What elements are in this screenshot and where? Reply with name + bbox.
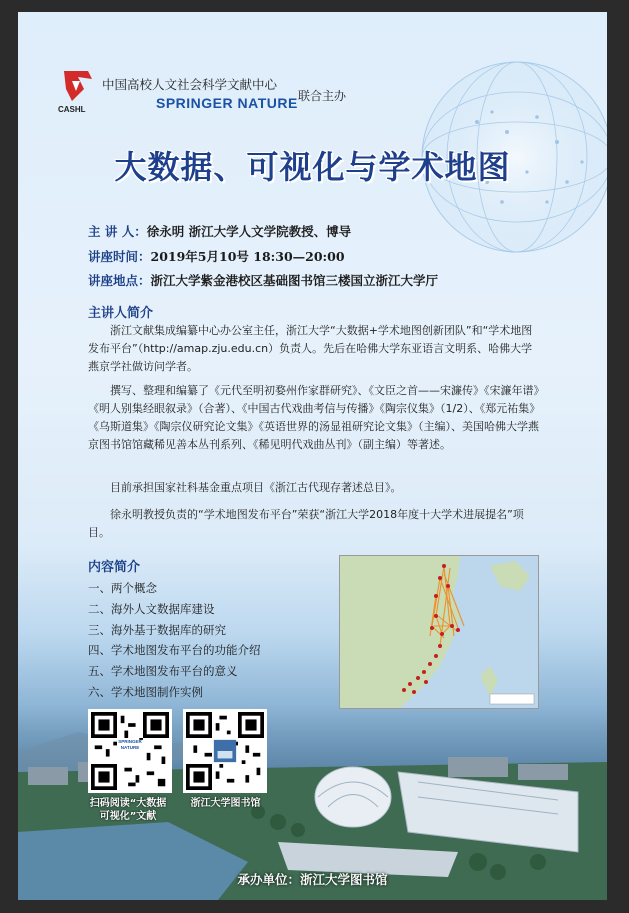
venue-value: 浙江大学紫金港校区基础图书馆三楼国立浙江大学厅 (150, 273, 439, 288)
qr-caption-springer (78, 797, 178, 823)
host-unit: 承办单位：浙江大学图书馆 (237, 872, 388, 887)
speaker-intro-paragraph: 徐永明教授负责的“学术地图发布平台”荣获“浙江大学2018年度十大学术进展提名”项目。 (88, 508, 524, 539)
speaker-intro-paragraph: 撰写、整理和编纂了《元代至明初婺州作家群研究》、《文臣之首——宋濂传》《宋濂年谱》《明人别集经眼叙录》（合著）、《中国古代戏曲考信与传播》《陶宗仪集》（1/2）、《郑元祐集》《乌斯道集》《陶宗仪研究论文集》《英语世界的汤显祖研究论文集》（主编）、美国哈佛大学燕京图书馆馆藏稀见善本丛刊系列、《稀见明代戏曲丛刊》（副主编）等著述。 (88, 384, 541, 451)
qr-caption-line: 可视化”文献 (99, 811, 157, 822)
content-list (88, 578, 261, 703)
content-list-item: 三、海外基于数据库的研究 (88, 622, 226, 637)
speaker-line (88, 222, 351, 240)
qr-caption-line: 扫码阅读“大数据 (89, 798, 167, 809)
joint-host-label: 联合主办 (298, 89, 347, 103)
qr-caption-library: 浙江大学图书馆 (190, 798, 261, 809)
map-graphic (340, 556, 538, 708)
content-list-item: 二、海外人文数据库建设 (88, 601, 215, 616)
venue-label: 讲座地点： (88, 273, 151, 288)
speaker-value: 徐永明 浙江大学人文学院教授、博导 (146, 224, 352, 239)
academic-map-image (339, 555, 539, 709)
org-springer-name: SPRINGER NATURE (156, 95, 298, 111)
content-list-item: 一、两个概念 (88, 581, 157, 595)
poster (18, 12, 607, 900)
content-list-item: 五、学术地图发布平台的意义 (88, 664, 238, 679)
speaker-intro-paragraph: 目前承担国家社科基金重点项目《浙江古代现存著述总目》。 (110, 481, 402, 494)
speaker-intro-paragraph: 浙江文献集成编纂中心办公室主任，浙江大学“大数据+学术地图创新团队”和“学术地图发布平台”（http://amap.zju.edu.cn）负责人。先后在哈佛大学东亚语言文明系、哈佛大学燕京学社做访问学者。 (88, 324, 533, 373)
content-list-item: 四、学术地图发布平台的功能介绍 (88, 643, 261, 658)
time-value: 2019年5月10号 18:30—20:00 (150, 249, 345, 264)
cashl-logo-text: CASHL (58, 105, 86, 114)
qr-code-icon (186, 712, 264, 790)
time-label: 讲座时间： (88, 249, 151, 264)
content-list-item: 六、学术地图制作实例 (88, 684, 203, 699)
poster-title: 大数据、可视化与学术地图 (114, 148, 511, 186)
qr-code-icon (91, 712, 169, 790)
qr-code-springer[interactable] (88, 709, 172, 793)
time-line (88, 247, 345, 265)
venue-line (88, 271, 438, 289)
content-intro-heading: 内容简介 (88, 560, 141, 575)
org-cashl-name: 中国高校人文社会科学文献中心 (102, 77, 278, 92)
qr-center-logo: SPRINGER NATURE (118, 739, 142, 750)
qr-code-library[interactable] (183, 709, 267, 793)
speaker-label: 主 讲 人： (88, 224, 147, 239)
speaker-intro-heading: 主讲人简介 (88, 306, 154, 321)
